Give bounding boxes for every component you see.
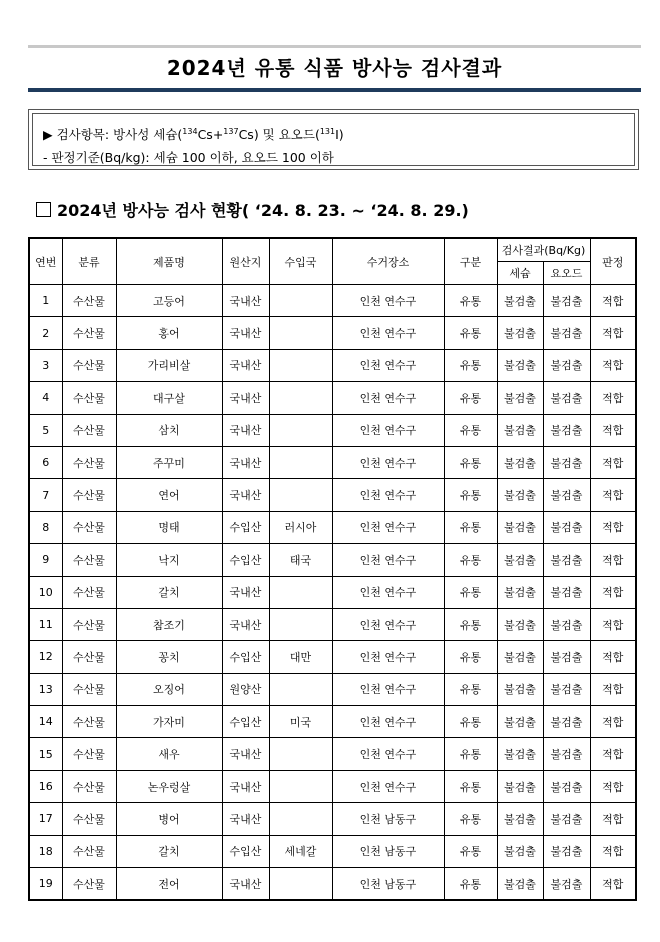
table-row bbox=[29, 317, 636, 349]
cell-iodine: 불검출 bbox=[543, 349, 590, 381]
header-cesium: 세슘 bbox=[497, 262, 543, 285]
cell-verdict: 적합 bbox=[590, 349, 636, 381]
cell-import-country: 러시아 bbox=[269, 511, 332, 543]
page-title: 2024년 유통 식품 방사능 검사결과 bbox=[166, 56, 503, 80]
cell-type: 유통 bbox=[444, 641, 497, 673]
cell-import-country: 대만 bbox=[269, 641, 332, 673]
cell-location: 인천 연수구 bbox=[332, 641, 444, 673]
table-row bbox=[29, 608, 636, 640]
cell-type: 유통 bbox=[444, 446, 497, 478]
cell-location: 인천 연수구 bbox=[332, 738, 444, 770]
cell-location: 인천 연수구 bbox=[332, 446, 444, 478]
cell-origin: 수입산 bbox=[222, 544, 269, 576]
checkbox-square-icon bbox=[36, 202, 51, 217]
table-row bbox=[29, 576, 636, 608]
cell-cesium: 불검출 bbox=[497, 479, 543, 511]
cell-origin: 국내산 bbox=[222, 738, 269, 770]
cell-no: 12 bbox=[29, 641, 62, 673]
cell-origin: 수입산 bbox=[222, 641, 269, 673]
cell-import-country: 태국 bbox=[269, 544, 332, 576]
cell-verdict: 적합 bbox=[590, 608, 636, 640]
cell-product: 홍어 bbox=[116, 317, 222, 349]
cell-product: 전어 bbox=[116, 868, 222, 901]
cell-cesium: 불검출 bbox=[497, 317, 543, 349]
cell-category: 수산물 bbox=[62, 446, 116, 478]
cell-iodine: 불검출 bbox=[543, 803, 590, 835]
cell-no: 19 bbox=[29, 868, 62, 901]
cell-type: 유통 bbox=[444, 317, 497, 349]
cell-location: 인천 연수구 bbox=[332, 511, 444, 543]
cell-no: 18 bbox=[29, 835, 62, 867]
cell-origin: 국내산 bbox=[222, 285, 269, 317]
cell-iodine: 불검출 bbox=[543, 770, 590, 802]
cell-origin: 국내산 bbox=[222, 576, 269, 608]
cell-iodine: 불검출 bbox=[543, 446, 590, 478]
cell-product: 갈치 bbox=[116, 576, 222, 608]
header-import-country: 수입국 bbox=[269, 238, 332, 285]
cell-origin: 국내산 bbox=[222, 349, 269, 381]
cell-type: 유통 bbox=[444, 673, 497, 705]
cell-iodine: 불검출 bbox=[543, 479, 590, 511]
cell-location: 인천 남동구 bbox=[332, 835, 444, 867]
cell-import-country bbox=[269, 608, 332, 640]
cell-no: 8 bbox=[29, 511, 62, 543]
cell-cesium: 불검출 bbox=[497, 738, 543, 770]
cell-location: 인천 연수구 bbox=[332, 414, 444, 446]
cell-origin: 국내산 bbox=[222, 803, 269, 835]
cell-no: 7 bbox=[29, 479, 62, 511]
cell-type: 유통 bbox=[444, 382, 497, 414]
cell-origin: 국내산 bbox=[222, 608, 269, 640]
cell-verdict: 적합 bbox=[590, 673, 636, 705]
cell-verdict: 적합 bbox=[590, 544, 636, 576]
cell-category: 수산물 bbox=[62, 868, 116, 901]
cell-import-country bbox=[269, 738, 332, 770]
cell-iodine: 불검출 bbox=[543, 511, 590, 543]
table-row bbox=[29, 285, 636, 317]
table-row bbox=[29, 641, 636, 673]
cell-category: 수산물 bbox=[62, 738, 116, 770]
cell-iodine: 불검출 bbox=[543, 673, 590, 705]
cell-product: 오징어 bbox=[116, 673, 222, 705]
cell-origin: 국내산 bbox=[222, 868, 269, 901]
cell-no: 15 bbox=[29, 738, 62, 770]
title-block bbox=[28, 45, 641, 92]
cell-location: 인천 연수구 bbox=[332, 317, 444, 349]
table-row bbox=[29, 706, 636, 738]
cell-origin: 국내산 bbox=[222, 770, 269, 802]
header-product: 제품명 bbox=[116, 238, 222, 285]
cell-cesium: 불검출 bbox=[497, 544, 543, 576]
cell-category: 수산물 bbox=[62, 576, 116, 608]
cell-location: 인천 남동구 bbox=[332, 868, 444, 901]
cell-cesium: 불검출 bbox=[497, 868, 543, 901]
cell-no: 11 bbox=[29, 608, 62, 640]
header-result: 검사결과(Bq/Kg) bbox=[497, 238, 590, 262]
cell-verdict: 적합 bbox=[590, 511, 636, 543]
table-row bbox=[29, 349, 636, 381]
cell-verdict: 적합 bbox=[590, 868, 636, 901]
info-inner bbox=[32, 113, 635, 166]
title-bottom-rule bbox=[28, 88, 641, 92]
cell-category: 수산물 bbox=[62, 673, 116, 705]
cell-verdict: 적합 bbox=[590, 317, 636, 349]
table-row bbox=[29, 770, 636, 802]
info-line-test-items: ▶ 검사항목: 방사성 세슘($^{134}$Cs+$^{137}$Cs) 및 요오드($^{131}$I) bbox=[43, 127, 344, 143]
cell-category: 수산물 bbox=[62, 706, 116, 738]
cell-iodine: 불검출 bbox=[543, 608, 590, 640]
cell-product: 새우 bbox=[116, 738, 222, 770]
section-title: 2024년 방사능 검사 현황( ‘24. 8. 23. ~ ‘24. 8. 29.) bbox=[57, 201, 469, 220]
cell-import-country bbox=[269, 446, 332, 478]
cell-no: 9 bbox=[29, 544, 62, 576]
cell-location: 인천 연수구 bbox=[332, 673, 444, 705]
cell-iodine: 불검출 bbox=[543, 868, 590, 901]
cell-product: 병어 bbox=[116, 803, 222, 835]
cell-product: 명태 bbox=[116, 511, 222, 543]
cell-origin: 국내산 bbox=[222, 446, 269, 478]
cell-category: 수산물 bbox=[62, 414, 116, 446]
info-box bbox=[28, 109, 639, 170]
cell-product: 논우렁살 bbox=[116, 770, 222, 802]
cell-cesium: 불검출 bbox=[497, 706, 543, 738]
table-row bbox=[29, 835, 636, 867]
table-row bbox=[29, 446, 636, 478]
cell-origin: 수입산 bbox=[222, 706, 269, 738]
cell-product: 낙지 bbox=[116, 544, 222, 576]
cell-type: 유통 bbox=[444, 706, 497, 738]
cell-location: 인천 연수구 bbox=[332, 576, 444, 608]
table-row bbox=[29, 868, 636, 901]
cell-no: 13 bbox=[29, 673, 62, 705]
table-row bbox=[29, 544, 636, 576]
cell-type: 유통 bbox=[444, 835, 497, 867]
header-category: 분류 bbox=[62, 238, 116, 285]
cell-verdict: 적합 bbox=[590, 738, 636, 770]
cell-no: 6 bbox=[29, 446, 62, 478]
cell-category: 수산물 bbox=[62, 544, 116, 576]
table-row bbox=[29, 479, 636, 511]
cell-category: 수산물 bbox=[62, 511, 116, 543]
cell-verdict: 적합 bbox=[590, 479, 636, 511]
cell-verdict: 적합 bbox=[590, 285, 636, 317]
cell-no: 16 bbox=[29, 770, 62, 802]
section-heading bbox=[36, 198, 469, 221]
cell-type: 유통 bbox=[444, 576, 497, 608]
cell-origin: 국내산 bbox=[222, 317, 269, 349]
cell-no: 3 bbox=[29, 349, 62, 381]
cell-origin: 수입산 bbox=[222, 511, 269, 543]
cell-cesium: 불검출 bbox=[497, 673, 543, 705]
cell-import-country bbox=[269, 868, 332, 901]
cell-origin: 국내산 bbox=[222, 479, 269, 511]
cell-product: 대구살 bbox=[116, 382, 222, 414]
cell-import-country bbox=[269, 673, 332, 705]
header-verdict: 판정 bbox=[590, 238, 636, 285]
cell-iodine: 불검출 bbox=[543, 317, 590, 349]
cell-category: 수산물 bbox=[62, 770, 116, 802]
cell-cesium: 불검출 bbox=[497, 414, 543, 446]
cell-location: 인천 남동구 bbox=[332, 803, 444, 835]
cell-verdict: 적합 bbox=[590, 446, 636, 478]
cell-import-country bbox=[269, 770, 332, 802]
info-line-criteria: - 판정기준(Bq/kg): 세슘 100 이하, 요오드 100 이하 bbox=[43, 150, 334, 166]
cell-iodine: 불검출 bbox=[543, 835, 590, 867]
header-location: 수거장소 bbox=[332, 238, 444, 285]
cell-category: 수산물 bbox=[62, 382, 116, 414]
header-iodine: 요오드 bbox=[543, 262, 590, 285]
cell-type: 유통 bbox=[444, 479, 497, 511]
cell-no: 5 bbox=[29, 414, 62, 446]
cell-iodine: 불검출 bbox=[543, 414, 590, 446]
cell-no: 17 bbox=[29, 803, 62, 835]
cell-product: 고등어 bbox=[116, 285, 222, 317]
cell-cesium: 불검출 bbox=[497, 511, 543, 543]
cell-cesium: 불검출 bbox=[497, 641, 543, 673]
cell-location: 인천 연수구 bbox=[332, 382, 444, 414]
table-row bbox=[29, 738, 636, 770]
cell-cesium: 불검출 bbox=[497, 770, 543, 802]
cell-type: 유통 bbox=[444, 868, 497, 901]
cell-no: 1 bbox=[29, 285, 62, 317]
cell-origin: 원양산 bbox=[222, 673, 269, 705]
cell-import-country bbox=[269, 803, 332, 835]
cell-type: 유통 bbox=[444, 414, 497, 446]
cell-no: 4 bbox=[29, 382, 62, 414]
cell-category: 수산물 bbox=[62, 641, 116, 673]
cell-import-country bbox=[269, 285, 332, 317]
cell-product: 삼치 bbox=[116, 414, 222, 446]
header-type: 구분 bbox=[444, 238, 497, 285]
cell-category: 수산물 bbox=[62, 285, 116, 317]
cell-import-country bbox=[269, 576, 332, 608]
cell-product: 꽁치 bbox=[116, 641, 222, 673]
table-row bbox=[29, 511, 636, 543]
cell-location: 인천 연수구 bbox=[332, 608, 444, 640]
cell-location: 인천 연수구 bbox=[332, 544, 444, 576]
cell-location: 인천 연수구 bbox=[332, 479, 444, 511]
cell-product: 연어 bbox=[116, 479, 222, 511]
cell-cesium: 불검출 bbox=[497, 803, 543, 835]
cell-cesium: 불검출 bbox=[497, 285, 543, 317]
cell-type: 유통 bbox=[444, 608, 497, 640]
cell-no: 14 bbox=[29, 706, 62, 738]
cell-type: 유통 bbox=[444, 738, 497, 770]
cell-import-country bbox=[269, 414, 332, 446]
cell-no: 10 bbox=[29, 576, 62, 608]
cell-type: 유통 bbox=[444, 349, 497, 381]
cell-cesium: 불검출 bbox=[497, 349, 543, 381]
cell-category: 수산물 bbox=[62, 608, 116, 640]
cell-type: 유통 bbox=[444, 544, 497, 576]
cell-import-country: 세네갈 bbox=[269, 835, 332, 867]
cell-cesium: 불검출 bbox=[497, 446, 543, 478]
cell-verdict: 적합 bbox=[590, 803, 636, 835]
cell-type: 유통 bbox=[444, 770, 497, 802]
cell-no: 2 bbox=[29, 317, 62, 349]
cell-product: 주꾸미 bbox=[116, 446, 222, 478]
cell-import-country bbox=[269, 317, 332, 349]
cell-iodine: 불검출 bbox=[543, 706, 590, 738]
header-no: 연번 bbox=[29, 238, 62, 285]
cell-verdict: 적합 bbox=[590, 706, 636, 738]
cell-cesium: 불검출 bbox=[497, 835, 543, 867]
table-row bbox=[29, 414, 636, 446]
cell-cesium: 불검출 bbox=[497, 382, 543, 414]
cell-verdict: 적합 bbox=[590, 576, 636, 608]
cell-category: 수산물 bbox=[62, 317, 116, 349]
cell-iodine: 불검출 bbox=[543, 382, 590, 414]
cell-product: 가자미 bbox=[116, 706, 222, 738]
cell-product: 가리비살 bbox=[116, 349, 222, 381]
cell-origin: 수입산 bbox=[222, 835, 269, 867]
table-row bbox=[29, 803, 636, 835]
header-origin: 원산지 bbox=[222, 238, 269, 285]
cell-cesium: 불검출 bbox=[497, 608, 543, 640]
cell-iodine: 불검출 bbox=[543, 285, 590, 317]
cell-product: 참조기 bbox=[116, 608, 222, 640]
cell-import-country bbox=[269, 349, 332, 381]
cell-location: 인천 연수구 bbox=[332, 770, 444, 802]
cell-cesium: 불검출 bbox=[497, 576, 543, 608]
cell-import-country bbox=[269, 382, 332, 414]
cell-iodine: 불검출 bbox=[543, 544, 590, 576]
cell-product: 갈치 bbox=[116, 835, 222, 867]
cell-verdict: 적합 bbox=[590, 641, 636, 673]
cell-iodine: 불검출 bbox=[543, 738, 590, 770]
results-table bbox=[28, 237, 637, 901]
cell-category: 수산물 bbox=[62, 803, 116, 835]
cell-category: 수산물 bbox=[62, 835, 116, 867]
cell-type: 유통 bbox=[444, 803, 497, 835]
cell-verdict: 적합 bbox=[590, 835, 636, 867]
cell-import-country: 미국 bbox=[269, 706, 332, 738]
cell-verdict: 적합 bbox=[590, 414, 636, 446]
cell-location: 인천 연수구 bbox=[332, 349, 444, 381]
cell-type: 유통 bbox=[444, 511, 497, 543]
cell-category: 수산물 bbox=[62, 349, 116, 381]
cell-type: 유통 bbox=[444, 285, 497, 317]
cell-location: 인천 연수구 bbox=[332, 706, 444, 738]
cell-category: 수산물 bbox=[62, 479, 116, 511]
cell-import-country bbox=[269, 479, 332, 511]
cell-verdict: 적합 bbox=[590, 382, 636, 414]
cell-verdict: 적합 bbox=[590, 770, 636, 802]
cell-origin: 국내산 bbox=[222, 414, 269, 446]
table-row bbox=[29, 673, 636, 705]
cell-iodine: 불검출 bbox=[543, 576, 590, 608]
cell-location: 인천 연수구 bbox=[332, 285, 444, 317]
cell-iodine: 불검출 bbox=[543, 641, 590, 673]
table-row bbox=[29, 382, 636, 414]
cell-origin: 국내산 bbox=[222, 382, 269, 414]
